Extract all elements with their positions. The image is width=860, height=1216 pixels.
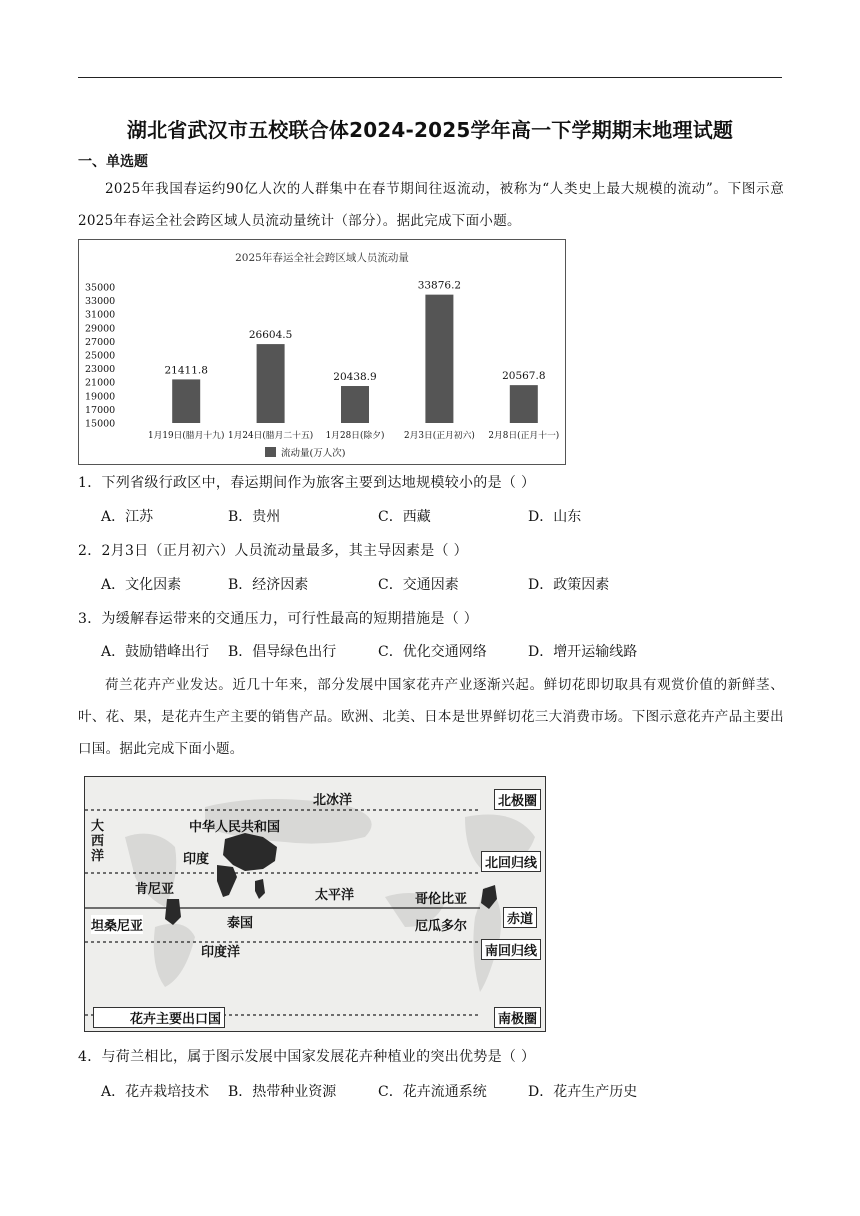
question-3-stem: 3．为缓解春运带来的交通压力，可行性最高的短期措施是（ ） <box>78 611 479 627</box>
question-1-option-c: C．西藏 <box>378 509 431 525</box>
question-4-option-d: D．花卉生产历史 <box>528 1084 638 1100</box>
bar-2 <box>341 386 369 423</box>
label-tanzania: 坦桑尼亚 <box>91 915 143 934</box>
question-2-option-b: B．经济因素 <box>228 577 309 593</box>
value-label-0: 21411.8 <box>164 364 208 377</box>
bar-3 <box>425 295 453 423</box>
label-tropic-capricorn: 南回归线 <box>481 939 541 960</box>
value-label-4: 20567.8 <box>502 370 546 383</box>
bar-0 <box>172 379 200 423</box>
label-tropic-cancer: 北回归线 <box>481 851 541 872</box>
label-china: 中华人民共和国 <box>189 820 281 835</box>
y-tick-label-9: 33000 <box>85 296 116 308</box>
question-3-option-d: D．增开运输线路 <box>528 644 638 660</box>
map-legend: 花卉主要出口国 <box>93 1007 225 1028</box>
passage-1: 2025年我国春运约90亿人次的人群集中在春节期间往返流动，被称为“人类史上最大规模的流动”。下图示意2025年春运全社会跨区域人员流动量统计（部分）。据此完成下面小题。 <box>78 181 784 229</box>
y-tick-label-7: 29000 <box>85 323 116 335</box>
section-heading: 一、单选题 <box>78 154 148 170</box>
question-4-stem: 4．与荷兰相比，属于图示发展中国家发展花卉种植业的突出优势是（ ） <box>78 1049 536 1065</box>
question-1-option-b: B．贵州 <box>228 509 281 525</box>
question-1-stem: 1．下列省级行政区中，春运期间作为旅客主要到达地规模较小的是（ ） <box>78 475 536 491</box>
label-kenya: 肯尼亚 <box>135 882 175 897</box>
label-pacific: 太平洋 <box>315 888 355 903</box>
question-2-stem: 2．2月3日（正月初六）人员流动量最多，其主导因素是（ ） <box>78 543 468 559</box>
bar-chart <box>79 240 565 464</box>
passage-2: 荷兰花卉产业发达。近几十年来，部分发展中国家花卉产业逐渐兴起。鲜切花即切取具有观赏价值的新鲜茎、叶、花、果，是花卉生产主要的销售产品。欧洲、北美、日本是世界鲜切花三大消费市场。下图示意花卉产品主要出口国。据此完成下面小题。 <box>78 677 784 757</box>
value-label-2: 20438.9 <box>333 371 377 384</box>
question-2-option-a: A．文化因素 <box>101 577 182 593</box>
question-3-option-c: C．优化交通网络 <box>378 644 487 660</box>
x-tick-label-1: 1月24日(腊月二十五) <box>227 431 314 441</box>
legend-label: 流动量(万人次) <box>281 448 346 459</box>
label-arctic-ocean: 北冰洋 <box>313 793 353 808</box>
y-tick-label-5: 25000 <box>85 350 116 362</box>
header-rule <box>78 77 782 78</box>
value-label-3: 33876.2 <box>417 279 462 292</box>
y-tick-label-6: 27000 <box>85 336 116 348</box>
world-map <box>84 776 546 1032</box>
kenya-tanzania-shape <box>165 899 181 925</box>
value-label-1: 26604.5 <box>248 329 293 342</box>
y-tick-label-8: 31000 <box>85 309 116 321</box>
label-thailand: 泰国 <box>227 916 254 931</box>
question-1-option-d: D．山东 <box>528 509 582 525</box>
x-tick-label-2: 1月28日(除夕) <box>325 431 385 441</box>
y-tick-label-10: 35000 <box>85 282 116 294</box>
label-antarctic-circle: 南极圈 <box>494 1007 541 1028</box>
label-ecuador: 厄瓜多尔 <box>415 919 468 934</box>
label-indian-ocean: 印度洋 <box>201 945 241 960</box>
bar-4 <box>510 385 538 423</box>
y-tick-label-3: 21000 <box>85 377 116 389</box>
question-2-option-c: C．交通因素 <box>378 577 459 593</box>
label-equator: 赤道 <box>503 907 537 928</box>
india-shape <box>217 865 237 897</box>
label-atlantic: 大西洋 <box>91 819 105 864</box>
x-tick-label-4: 2月8日(正月十一) <box>488 431 560 441</box>
y-tick-label-0: 15000 <box>85 418 116 430</box>
thailand-shape <box>255 879 265 899</box>
label-india: 印度 <box>183 852 210 867</box>
question-1-option-a: A．江苏 <box>101 509 154 525</box>
question-4-option-c: C．花卉流通系统 <box>378 1084 487 1100</box>
legend-swatch <box>265 447 276 457</box>
y-tick-label-2: 19000 <box>85 391 116 403</box>
page-title: 湖北省武汉市五校联合体2024-2025学年高一下学期期末地理试题 <box>126 118 734 142</box>
map-graphic <box>85 777 545 1031</box>
y-tick-label-1: 17000 <box>85 404 116 416</box>
question-4-option-b: B．热带种业资源 <box>228 1084 337 1100</box>
label-colombia: 哥伦比亚 <box>415 892 468 907</box>
question-3-option-b: B．倡导绿色出行 <box>228 644 337 660</box>
question-4-option-a: A．花卉栽培技术 <box>101 1084 210 1100</box>
y-tick-label-4: 23000 <box>85 364 116 376</box>
bar-1 <box>257 344 285 423</box>
x-tick-label-0: 1月19日(腊月十九) <box>147 431 225 441</box>
label-arctic-circle: 北极圈 <box>494 789 541 810</box>
question-2-option-d: D．政策因素 <box>528 577 610 593</box>
question-3-option-a: A．鼓励错峰出行 <box>101 644 210 660</box>
chart-frame <box>78 239 566 465</box>
chart-title: 2025年春运全社会跨区域人员流动量 <box>235 252 409 264</box>
x-tick-label-3: 2月3日(正月初六) <box>403 431 475 441</box>
